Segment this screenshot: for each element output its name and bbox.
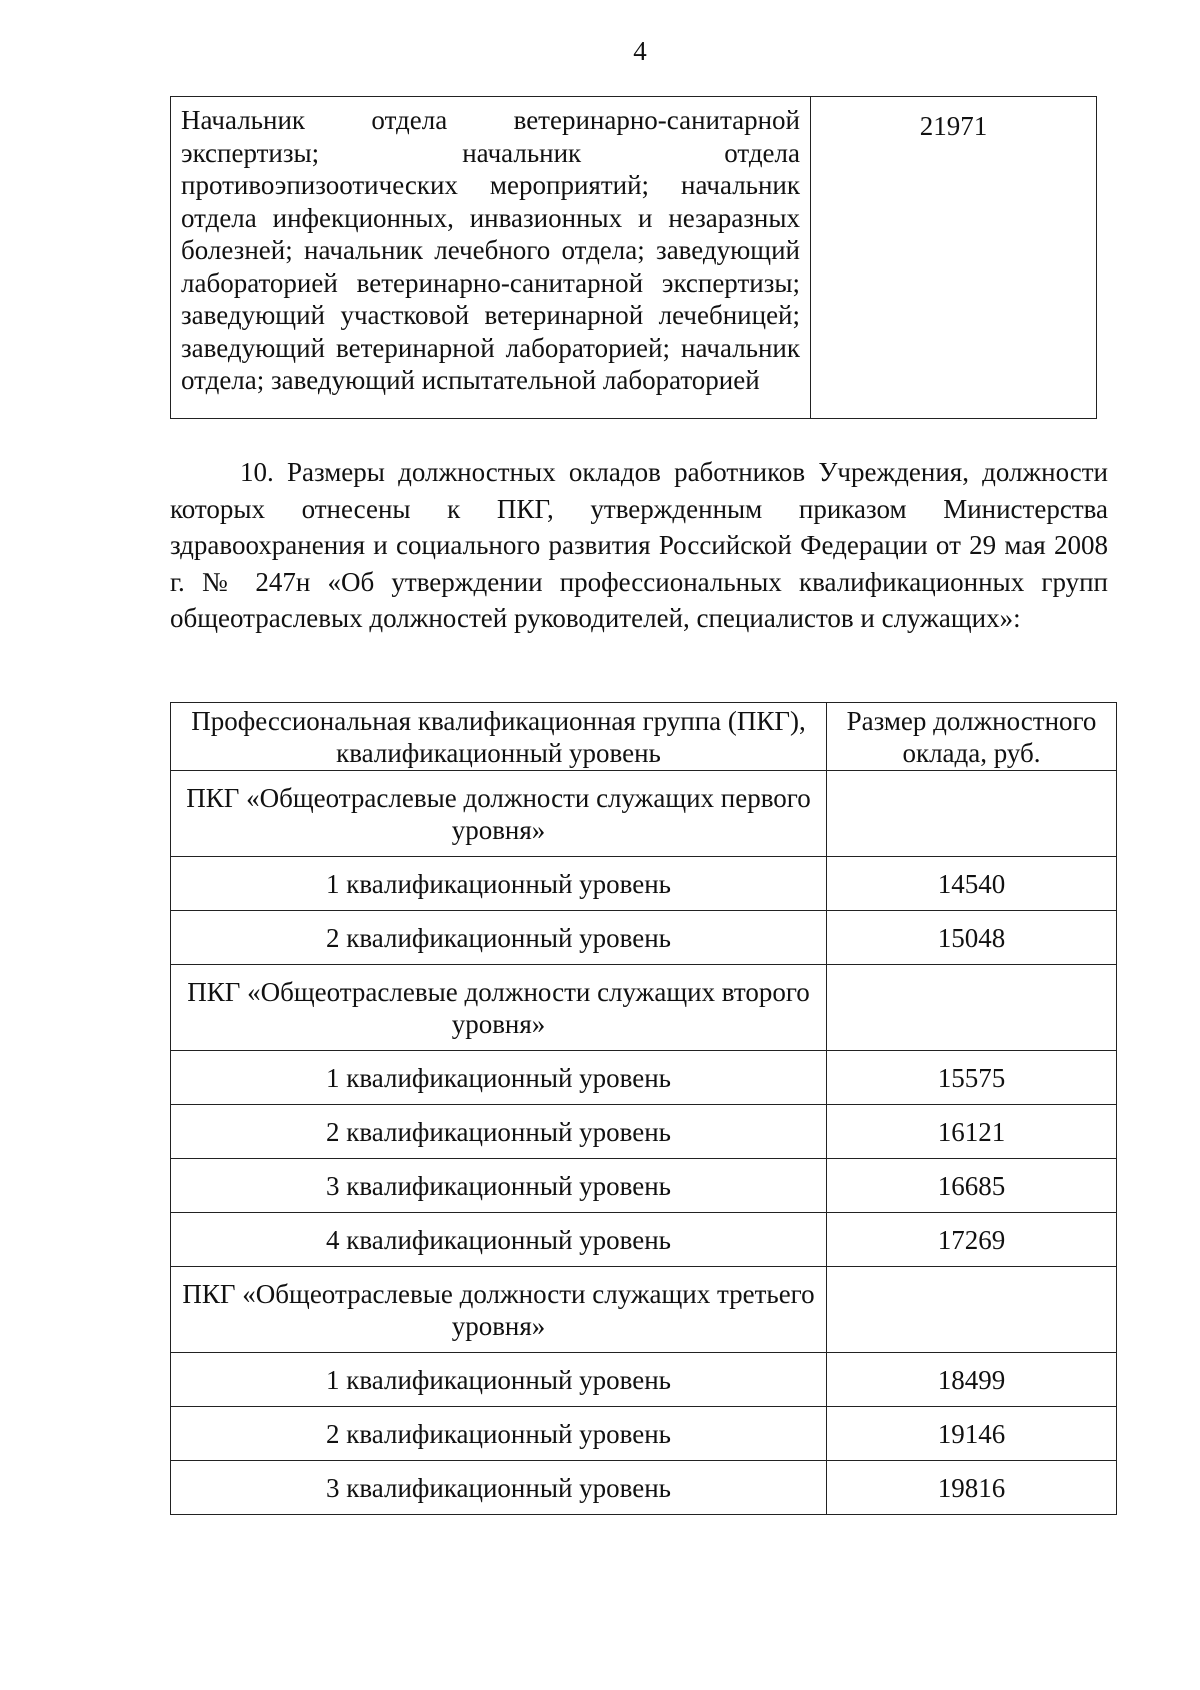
- level-salary: 14540: [827, 857, 1117, 911]
- paragraph-10: 10. Размеры должностных окладов работников Учреждения, должности которых отнесены к ПКГ, утвержденным приказом Министерства здравоохранения и социального развития Российской Федерации от 29 мая 2008 г. № 247н «Об утверждении профессиональных квалификационных групп общеотраслевых должностей руководителей, специалистов и служащих»:: [170, 457, 1108, 633]
- group-salary-empty: [827, 1267, 1117, 1353]
- group-row: [171, 965, 1117, 1051]
- header-salary: Размер должностного оклада, руб.: [827, 703, 1117, 771]
- group-title: ПКГ «Общеотраслевые должности служащих первого уровня»: [171, 771, 827, 857]
- table-row: [171, 97, 1097, 419]
- group-salary-empty: [827, 771, 1117, 857]
- level-label: 3 квалификационный уровень: [171, 1159, 827, 1213]
- group-title: ПКГ «Общеотраслевые должности служащих третьего уровня»: [171, 1267, 827, 1353]
- level-salary: 15048: [827, 911, 1117, 965]
- salary-amount: 21971: [811, 97, 1097, 419]
- level-salary: 19146: [827, 1407, 1117, 1461]
- table-row: [171, 1105, 1117, 1159]
- table-row: [171, 1213, 1117, 1267]
- level-salary: 15575: [827, 1051, 1117, 1105]
- salary-table: [170, 702, 1117, 1515]
- level-salary: 16121: [827, 1105, 1117, 1159]
- level-label: 1 квалификационный уровень: [171, 857, 827, 911]
- group-title: ПКГ «Общеотраслевые должности служащих второго уровня»: [171, 965, 827, 1051]
- group-row: [171, 1267, 1117, 1353]
- group-row: [171, 771, 1117, 857]
- page-number: 4: [633, 36, 647, 66]
- level-salary: 19816: [827, 1461, 1117, 1515]
- table-header-row: [171, 703, 1117, 771]
- continued-salary-table: [170, 96, 1097, 419]
- table-row: [171, 1159, 1117, 1213]
- table-row: [171, 1461, 1117, 1515]
- level-salary: 17269: [827, 1213, 1117, 1267]
- level-label: 4 квалификационный уровень: [171, 1213, 827, 1267]
- positions-description: Начальник отдела ветеринарно-санитарной экспертизы; начальник отдела противоэпизоотических мероприятий; начальник отдела инфекционных, инвазионных и незаразных болезней; начальник лечебного отдела; заведующий лабораторией ветеринарно-санитарной экспертизы; заведующий участковой ветеринарной лечебницей; заведующий ветеринарной лабораторией; начальник отдела; заведующий испытательной лабораторией: [171, 97, 811, 419]
- level-label: 2 квалификационный уровень: [171, 911, 827, 965]
- header-group-level: Профессиональная квалификационная группа (ПКГ), квалификационный уровень: [171, 703, 827, 771]
- level-label: 1 квалификационный уровень: [171, 1353, 827, 1407]
- level-label: 3 квалификационный уровень: [171, 1461, 827, 1515]
- table-row: [171, 911, 1117, 965]
- level-label: 1 квалификационный уровень: [171, 1051, 827, 1105]
- level-label: 2 квалификационный уровень: [171, 1105, 827, 1159]
- level-salary: 18499: [827, 1353, 1117, 1407]
- table-row: [171, 1407, 1117, 1461]
- table-row: [171, 1051, 1117, 1105]
- table-row: [171, 1353, 1117, 1407]
- level-label: 2 квалификационный уровень: [171, 1407, 827, 1461]
- table-row: [171, 857, 1117, 911]
- level-salary: 16685: [827, 1159, 1117, 1213]
- group-salary-empty: [827, 965, 1117, 1051]
